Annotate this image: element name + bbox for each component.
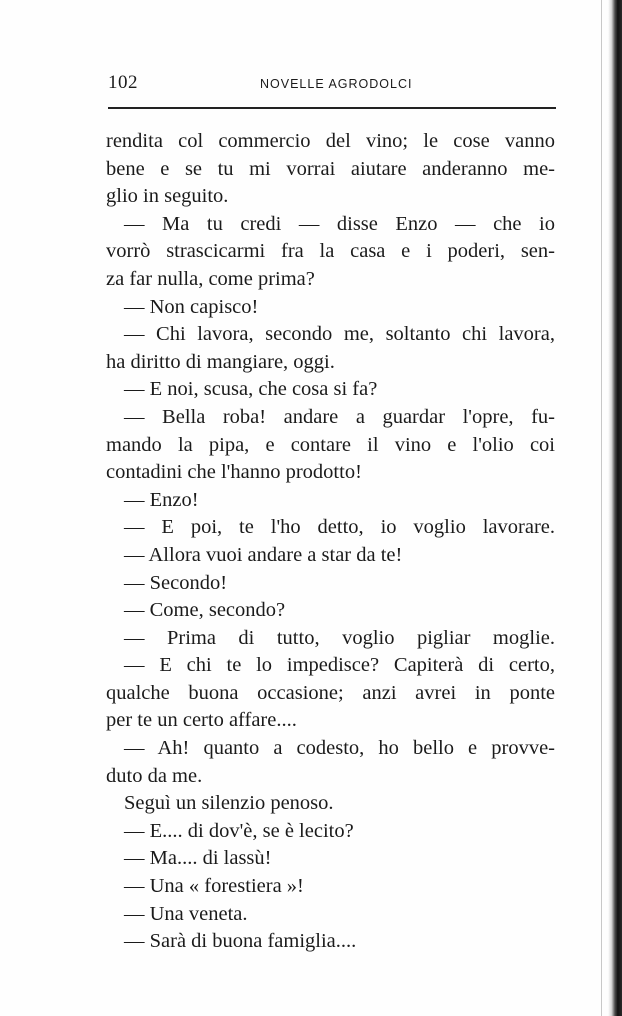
text-line: — Secondo! <box>124 571 228 594</box>
text-line: — E poi, te l'ho detto, io voglio lavorare. <box>124 516 555 539</box>
page-header <box>108 66 556 96</box>
page-number: 102 <box>108 72 138 93</box>
header-rule <box>108 107 556 109</box>
text-line: ha diritto di mangiare, oggi. <box>106 350 335 373</box>
text-line: za far nulla, come prima? <box>106 267 315 290</box>
body-text <box>106 128 555 956</box>
text-line: — Non capisco! <box>124 295 259 318</box>
text-line: qualche buona occasione; anzi avrei in ponte <box>106 681 555 704</box>
text-line: — Prima di tutto, voglio pigliar moglie. <box>124 626 555 649</box>
text-line: mando la pipa, e contare il vino e l'olio coi <box>106 433 555 456</box>
text-line: — Una « forestiera »! <box>124 875 304 898</box>
text-line: bene e se tu mi vorrai aiutare anderanno me- <box>106 157 555 180</box>
text-line: rendita col commercio del vino; le cose vanno <box>106 130 555 152</box>
text-line: Seguì un silenzio penoso. <box>124 792 334 815</box>
text-line: glio in seguito. <box>106 185 229 208</box>
text-line: — Come, secondo? <box>124 599 286 622</box>
running-title: NOVELLE AGRODOLCI <box>260 77 413 91</box>
text-line: — Chi lavora, secondo me, soltanto chi lavora, <box>124 323 555 346</box>
text-line: — Sarà di buona famiglia.... <box>124 930 357 953</box>
text-line: duto da me. <box>106 764 203 787</box>
page-fold-line <box>601 0 602 1016</box>
text-line: — E chi te lo impedisce? Capiterà di certo, <box>124 654 555 677</box>
text-line: — E noi, scusa, che cosa si fa? <box>124 378 378 401</box>
text-line: — Enzo! <box>124 488 199 511</box>
book-binding-edge <box>608 0 622 1016</box>
text-line: — Ah! quanto a codesto, ho bello e provve- <box>124 737 555 760</box>
text-line: — Allora vuoi andare a star da te! <box>124 543 403 566</box>
text-line: vorrò strascicarmi fra la casa e i poderi, sen- <box>106 240 555 263</box>
text-line: per te un certo affare.... <box>106 709 297 732</box>
text-line: — Ma tu credi — disse Enzo — che io <box>124 212 555 235</box>
text-line: contadini che l'hanno prodotto! <box>106 461 362 484</box>
text-line: — E.... di dov'è, se è lecito? <box>124 819 354 842</box>
text-line: — Ma.... di lassù! <box>124 847 272 870</box>
text-line: — Bella roba! andare a guardar l'opre, fu- <box>124 405 555 428</box>
text-line: — Una veneta. <box>124 902 248 925</box>
